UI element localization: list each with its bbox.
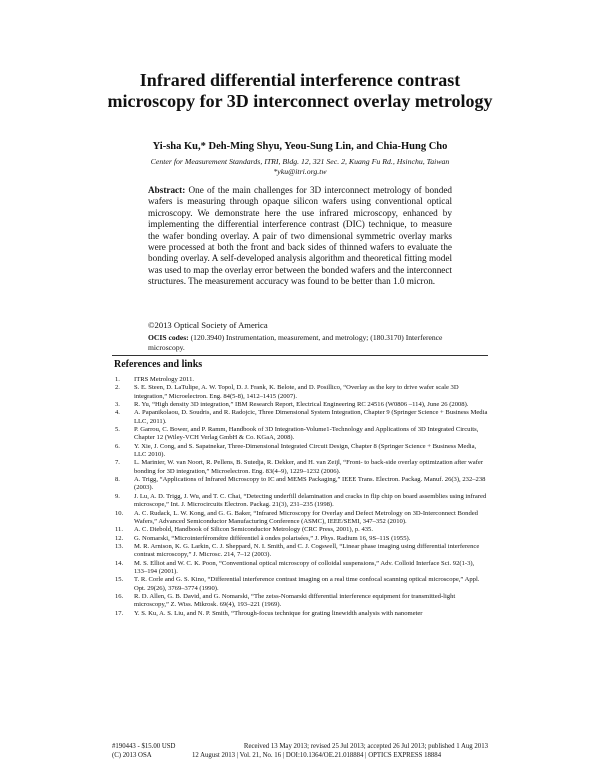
affiliation-block: [100, 157, 500, 177]
reference-item: [112, 401, 488, 409]
author-list: Yi-sha Ku,* Deh-Ming Shyu, Yeou-Sung Lin, and Chia-Hung Cho: [152, 141, 448, 152]
copyright-notice: ©2013 Optical Society of America: [148, 320, 268, 330]
reference-text: ITRS Metrology 2011.: [134, 376, 195, 383]
ocis-label: OCIS codes:: [148, 333, 189, 342]
reference-number: 10.: [115, 509, 124, 517]
section-divider: [112, 355, 488, 356]
footer-citation: 12 August 2013 | Vol. 21, No. 16 | DOI:10.1364/OE.21.018884 | OPTICS EXPRESS 18884: [192, 752, 442, 759]
reference-number: 3.: [115, 401, 120, 409]
reference-number: 8.: [115, 476, 120, 484]
footer-dates: Received 13 May 2013; revised 25 Jul 2013; accepted 26 Jul 2013; published 1 Aug 2013: [243, 743, 488, 750]
reference-number: 15.: [115, 576, 124, 584]
paper-title: Infrared differential interference contrast microscopy for 3D interconnect overlay metrology: [107, 70, 493, 111]
reference-item: [112, 610, 488, 618]
reference-number: 13.: [115, 542, 124, 550]
reference-item: [112, 510, 488, 527]
reference-item: [112, 409, 488, 426]
reference-text: M. S. Elliot and W. C. K. Poon, “Conventional optical microscopy of colloidal suspensions,” Adv. Colloid Interface Sci. 92(1-3), 133–194 (2001).: [134, 559, 475, 575]
reference-text: M. R. Arnison, K. G. Larkin, C. J. Sheppard, N. I. Smith, and C. J. Cogswell, “Linear phase imaging using differential interference contrast microscopy,” J. Microsc. 214, 7–12 (2003).: [134, 542, 480, 559]
reference-text: T. R. Corle and G. S. Kino, “Differential interference contrast imaging on a real time confocal scanning optical microscope,” Appl. Opt. 29(26), 3769–3774 (1990).: [134, 576, 480, 592]
footer-copyright: (C) 2013 OSA: [112, 752, 152, 759]
reference-number: 14.: [115, 559, 124, 567]
reference-item: [112, 535, 488, 543]
footer-row-1: [112, 742, 488, 751]
reference-text: A. C. Rudack, L. W. Kong, and G. G. Baker, “Infrared Microscopy for Overlay and Defect Metrology on 3D-Interconnect Bonded Wafers,” Advanced Semiconductor Manufacturing Conference (ASMC), IEEE/SEMI, 347–352 (2010).: [134, 509, 478, 525]
reference-number: 7.: [115, 459, 120, 467]
reference-text: J. Lu, A. D. Trigg, J. Wu, and T. C. Chai, “Detecting underfill delamination and cracks in flip chip on board assemblies using infrared microscope,” Int. J. Microcircuits Electron. Packag. 21(3), 231–235 (1998).: [134, 492, 487, 509]
reference-text: S. E. Steen, D. LaTulipe, A. W. Topol, D. J. Frank, K. Belote, and D. Posillico, “Overlay as the key to drive wafer scale 3D integration,” Microelectron. Eng. 84(5-8), 1412–1415 (2007).: [134, 384, 459, 400]
reference-item: [112, 560, 488, 577]
reference-text: G. Nomarski, “Microinterférométre différentiel à ondes polarisées,” J. Phys. Radium 16, 9S–11S (1955).: [134, 534, 411, 542]
reference-item: [112, 576, 488, 593]
reference-item: [112, 426, 488, 443]
reference-number: 6.: [115, 442, 120, 450]
reference-item: [112, 526, 488, 534]
reference-number: 11.: [115, 526, 123, 534]
reference-text: Y. Xie, J. Cong, and S. Sapatnekar, Three-Dimensional Integrated Circuit Design, Chapter 8 (Springer Science + Business Media, LLC 2010).: [134, 442, 477, 459]
affiliation: Center for Measurement Standards, ITRI, Bldg. 12, 321 Sec. 2, Kuang Fu Rd., Hsinchu, Taiwan: [150, 157, 450, 166]
reference-item: [112, 459, 488, 476]
reference-text: A. Papanikolaou, D. Soudris, and R. Radojcic, Three Dimensional System Integration, Chapter 9 (Springer Science + Business Media LLC, 2011).: [134, 409, 488, 425]
reference-number: 12.: [115, 534, 124, 542]
reference-number: 1.: [115, 376, 120, 383]
reference-number: 16.: [115, 592, 124, 600]
reference-text: L. Marinier, W. van Noort, R. Pellens, B. Sutedja, R. Dekker, and H. van Zeijl, “Front- to back-side overlay optimization after wafer bonding for 3D integration,” Microelectron. Eng. 83(4–9), 1229–1232 (2006).: [134, 459, 484, 475]
reference-text: A. C. Diebold, Handbook of Silicon Semiconductor Metrology (CRC Press, 2001), p. 435.: [134, 526, 374, 534]
reference-text: R. Yu, “High density 3D integration,” IBM Research Report, Electrical Engineering RC 24516 (W0806 –114), June 26 (2008).: [134, 401, 469, 409]
footer-article-id: #190443 - $15.00 USD: [112, 743, 176, 750]
abstract-text: One of the main challenges for 3D interconnect metrology of bonded wafers is measuring through opaque silicon wafers using conventional optical microscopy. We demonstrate here the use infrared microscopy, enhanced by implementing the differential interference contrast (DIC) technique, to measure the wafer bonding overlay. A pair of two dimensional symmetric overlay marks were processed at both the front and back sides of thinned wafers to evaluate the bonding overlay. A self-developed analysis algorithm and theoretical fitting model was used to map the overlay error between the bonded wafers and the interconnect structures. The measurement accuracy was found to be better than 1.0 micron.: [148, 185, 453, 287]
reference-item: [112, 593, 488, 610]
reference-text: R. D. Allen, G. B. David, and G. Nomarski, “The zeiss-Nomarski differential interference equipment for transmitted-light microscopy,” Z. Wiss. Mikrosk. 69(4), 193–221 (1969).: [134, 592, 456, 609]
ocis-text: (120.3940) Instrumentation, measurement, and metrology; (180.3170) Interference microscopy.: [148, 333, 443, 352]
reference-item: [112, 476, 488, 493]
reference-item: [112, 384, 488, 401]
reference-list: [112, 376, 488, 618]
ocis-codes: [148, 333, 452, 352]
reference-item: [112, 493, 488, 510]
page-footer: [112, 742, 488, 760]
abstract-label: Abstract:: [148, 185, 186, 195]
footer-row-2: [112, 751, 488, 760]
reference-number: 2.: [115, 384, 120, 392]
reference-number: 17.: [115, 609, 124, 617]
reference-number: 5.: [115, 426, 120, 434]
reference-number: 4.: [115, 409, 120, 417]
abstract: [148, 185, 452, 288]
reference-text: Y. S. Ku, A. S. Liu, and N. P. Smith, “Through-focus technique for grating linewidth analysis with nanometer: [134, 609, 423, 617]
email-link[interactable]: *yku@itri.org.tw: [273, 167, 327, 176]
reference-text: P. Garrou, C. Bower, and P. Ramm, Handbook of 3D Integration-Volume1-Technology and Applications of 3D Integrated Circuits, Chapter 12 (Wiley-VCH Verlag GmbH & Co. KGaA, 2008).: [134, 426, 479, 442]
reference-item: [112, 443, 488, 460]
reference-number: 9.: [115, 492, 120, 500]
reference-text: A. Trigg, “Applications of Infrared Microscopy to IC and MEMS Packaging,” IEEE Trans. Electron. Packag. Manuf. 26(3), 232–238 (2003).: [134, 476, 486, 492]
reference-item: [112, 376, 488, 384]
references-heading: References and links: [114, 359, 203, 370]
reference-item: [112, 543, 488, 560]
